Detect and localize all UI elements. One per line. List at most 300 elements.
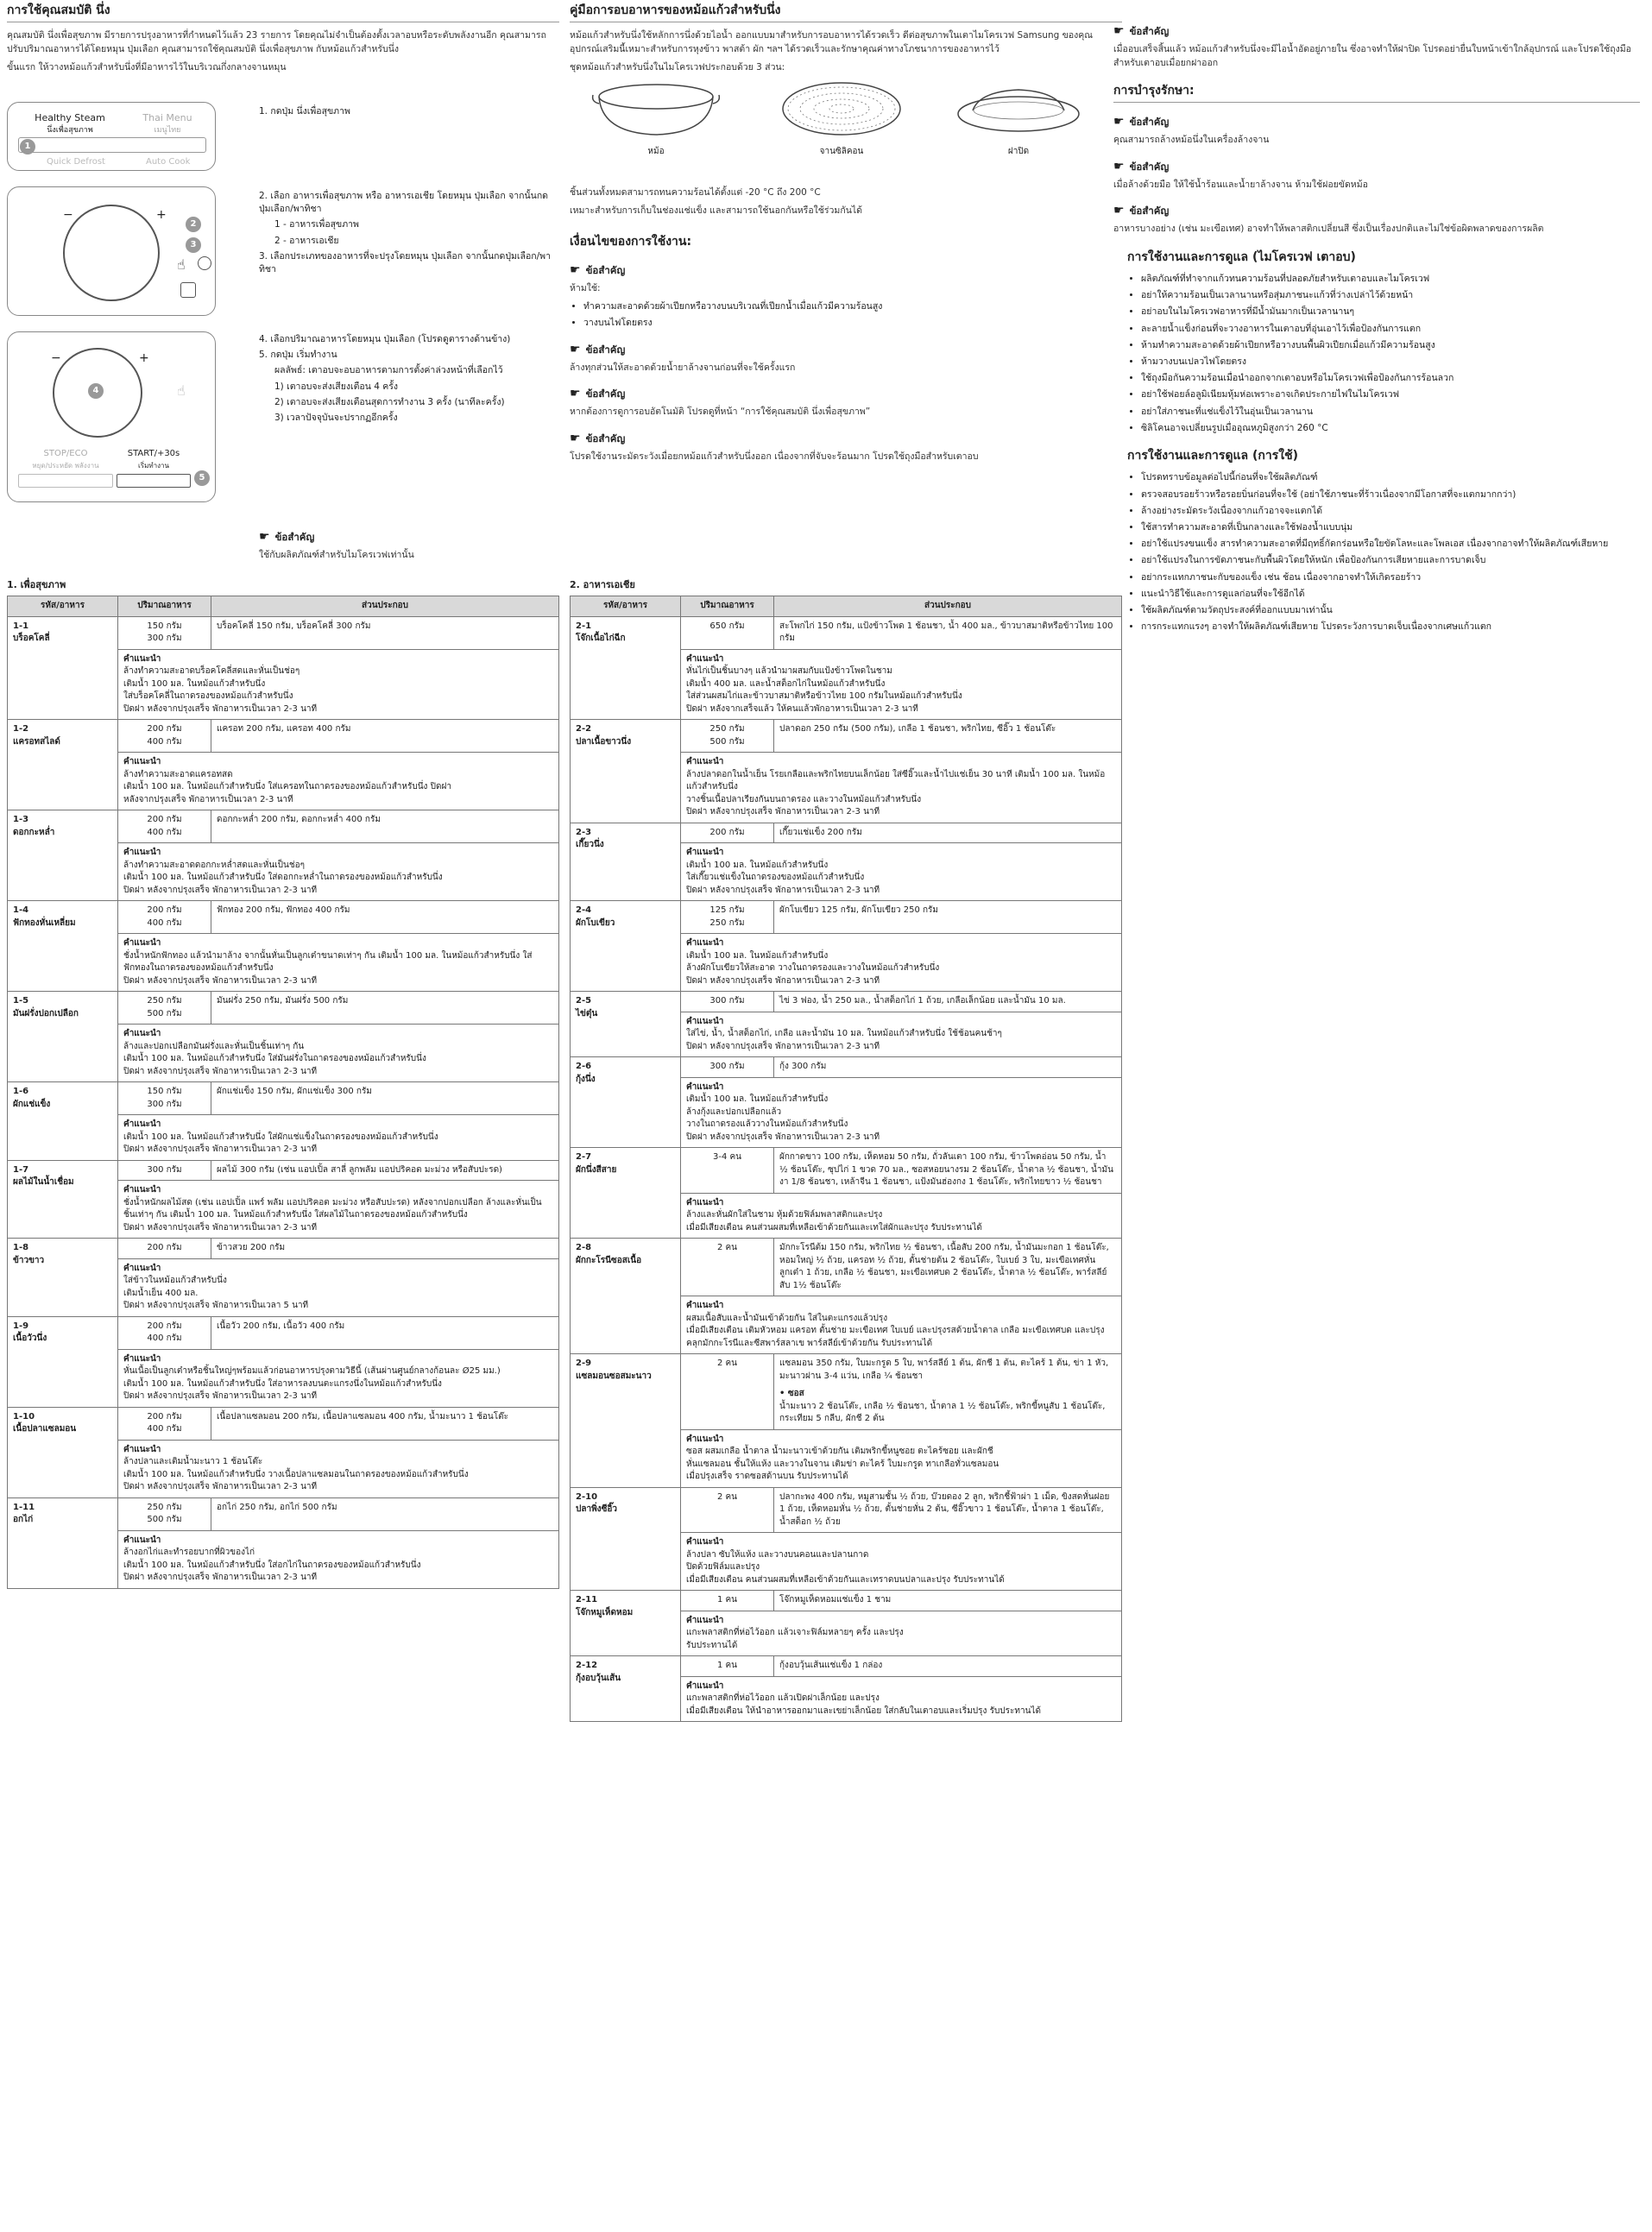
tip-heading: คำแนะนำ (123, 1353, 161, 1364)
guide-intro2: ชุดหม้อแก้วสำหรับนึ่งในไมโครเวฟประกอบด้วย 3 ส่วน: (570, 61, 785, 73)
tip-line: เมื่อมีเสียงเตือน คนส่วนผสมที่เหลือเข้าด้วยกันและเทราดบนปลาและปรุง รับประทานได้ (686, 1574, 1005, 1585)
list-item: • ห้ามวางบนเปลวไฟโดยตรง (1141, 356, 1640, 369)
quantity-cell (681, 1591, 774, 1611)
ingredients-text: มันฝรั่ง 250 กรัม, มันฝรั่ง 500 กรัม (217, 996, 349, 1006)
ingredients-cell (211, 1160, 559, 1181)
recipe-code: 2-8 (576, 1243, 592, 1252)
quantity-cell (681, 616, 774, 649)
ingredients-text: สะโพกไก่ 150 กรัม, แป้งข้าวโพด 1 ช้อนชา, น้ำ 400 มล., ข้าวบาสมาติหรือข้าวไทย 100 กรัม (779, 621, 1113, 643)
quantity-cell (118, 901, 211, 934)
tip-heading: คำแนะนำ (123, 1119, 161, 1129)
tip-cell (118, 1181, 559, 1239)
list-item: • อย่าใช้แปรงขนแข็ง สารทำความสะอาดที่มีฤทธิ์กัดกร่อนหรือใยขัดโลหะและโพลเอส เนื่องจากอาจทำให้ผลิตภัณฑ์เสียหาย (1141, 538, 1640, 551)
quantity-value: 500 กรัม (147, 1008, 182, 1018)
control-panel-dial (7, 186, 216, 316)
table-row (8, 1316, 559, 1349)
quantity-cell (681, 823, 774, 843)
tip-heading: คำแนะนำ (686, 1081, 724, 1092)
list-item: • อย่ากระแทกภาชนะกับของแข็ง เช่น ช้อน เนื่องจากอาจทำให้เกิดรอยร้าว (1141, 571, 1640, 584)
control-panel-buttons (7, 102, 216, 171)
ingredients-text: ปลาดอก 250 กรัม (500 กรัม), เกลือ 1 ช้อนชา, พริกไทย, ซีอิ๊ว 1 ช้อนโต๊ะ (779, 724, 1056, 734)
steamer-pot: หม้อ (587, 79, 725, 159)
tip-line: เมื่อมีเสียงเตือน เติมหัวหอม แครอท ตั้นช่าย มะเขือเทศ ใบเบย์ และปรุงรสด้วยน้ำตาล เกลือ มะเขือเทศบด และปรุง คลุกมักกะโรนีและซีสพาร์สลาเข พาร์สลีย์เข้าด้วยกัน รับประทานได้ (686, 1326, 1105, 1348)
quantity-value: 300 กรัม (147, 1164, 182, 1175)
recipe-code: 2-9 (576, 1359, 592, 1368)
recipe-code-cell (8, 901, 118, 992)
quantity-value: 200 กรัม (147, 1243, 182, 1252)
quantity-cell (118, 1082, 211, 1115)
ingredients-text: แซลมอน 350 กรัม, ใบมะกรูด 5 ใบ, พาร์สลีย์ 1 ต้น, ผักชี 1 ต้น, ตะไคร้ 1 ต้น, ข่า 1 หัว, มะนาวฝาน 3-4 แว่น, เกลือ ¼ ช้อนชา (779, 1359, 1109, 1381)
tip-heading: คำแนะนำ (686, 1301, 724, 1310)
note-steam-pressure: ☛ ข้อสำคัญ (1113, 24, 1170, 38)
tip-line: ปิดฝา หลังจากปรุงเสร็จ พักอาหารเป็นเวลา 2-3 นาที (123, 1144, 318, 1154)
tip-line: รับประทานได้ (686, 1640, 738, 1650)
list-item: • อย่าใส่ภาชนะที่แช่แข็งไว้ในอุ่นเป็นเวลานาน (1141, 406, 1640, 419)
quantity-cell (681, 1057, 774, 1078)
tip-line: เติมน้ำ 100 มล. ในหม้อแก้วสำหรับนึ่ง ใส่มันฝรั่งในถาดรองของหม้อแก้วสำหรับนึ่ง (123, 1054, 426, 1063)
list-item: • ล้างอย่างระมัดระวังเนื่องจากแก้วอาจจะแตกได้ (1141, 505, 1640, 518)
recipe-name: ปลาพิ่งซีอิ๊ว (576, 1504, 617, 1514)
list-item: • ห้ามทำความสะอาดด้วยผ้าเปียกหรือวางบนพื้นผิวเปียกเมื่อแก้วมีความร้อนสูง (1141, 339, 1640, 352)
quantity-value: 500 กรัม (147, 1515, 182, 1524)
table-row (571, 1656, 1122, 1677)
steam-intro: คุณสมบัติ นึ่งเพื่อสุขภาพ มีรายการปรุงอาหารที่กำหนดไว้แล้ว 23 รายการ โดยคุณไม่จำเป็นต้องตั้งเวลาอบหรือระดับพลังงานอีก คุณสามารถปรับปริมาณอาหารได้โดยหมุน ปุ่มเลือก คุณสามารถใช้คุณสมบัติ นึ่งเพื่อสุขภาพ กับหม้อแก้วสำหรับนึ่ง (7, 30, 546, 54)
recipe-code-cell (8, 616, 118, 720)
ingredients-cell (211, 616, 559, 649)
ingredients-text: เนื้อวัว 200 กรัม, เนื้อวัว 400 กรัม (217, 1321, 345, 1331)
tip-line: ล้างอกไก่และทำรอยบากที่ผิวของไก่ (123, 1548, 255, 1557)
tip-heading: คำแนะนำ (123, 1185, 161, 1195)
quantity-value: 200 กรัม (709, 827, 745, 837)
recipe-name: ผักโบเขียว (576, 917, 615, 928)
tip-heading: คำแนะนำ (123, 848, 161, 857)
list-item: • โปรดทราบข้อมูลต่อไปนี้ก่อนที่จะใช้ผลิตภัณฑ์ (1141, 471, 1640, 484)
tip-line: ล้างทำความสะอาดแครอทสด (123, 769, 233, 779)
table-row (571, 1239, 1122, 1296)
recipe-code: 2-6 (576, 1062, 592, 1071)
recipe-code-cell (8, 992, 118, 1082)
recipe-name: อกไก่ (13, 1515, 34, 1524)
table-row (571, 616, 1122, 649)
tip-cell (681, 1611, 1122, 1656)
tip-cell (681, 1676, 1122, 1722)
recipe-name: โจ๊กหมูเห็ดหอม (576, 1607, 634, 1617)
quick-defrost-button[interactable]: Quick Defrost (47, 157, 105, 167)
step-marker-1: 1 (20, 139, 35, 154)
tip-line: ปิดฝา หลังจากเสร็จแล้ว ให้คนแล้วพักอาหารเป็นเวลา 2-3 นาที (686, 703, 918, 714)
recipe-code-cell (571, 720, 681, 823)
tip-line: หั่นเนื้อเป็นลูกเต๋าหรือชิ้นใหญ่ๆพร้อมแล้วก่อนอาหารปรุงตามวิธีนี้ (เส้นผ่านศูนย์กลางก้อนละ Ø25 มม.) (123, 1366, 501, 1376)
ingredients-text: ปลากะพง 400 กรัม, หมูสามชั้น ½ ถ้วย, บ๊วยดอง 2 ลูก, พริกชี้ฟ้าผ่า 1 เม็ด, ขิงสดหั่นฝอย 1 ถ้วย, เห็ดหอมหั่น ½ ถ้วย, ตั้นช่ายหั่น 2 ต้น, ซีอิ๊วขาว 1 ช้อนโต๊ะ, น้ำตาล 1 ช้อนโต๊ะ, น้ำสต็อก ½ ถ้วย (779, 1491, 1110, 1527)
ingredients-text: เกี๊ยวแช่แข็ง 200 กรัม (779, 827, 862, 837)
quantity-cell (118, 1316, 211, 1349)
tip-line: เติมน้ำ 100 มล. ในหม้อแก้วสำหรับนึ่ง (686, 860, 829, 870)
table-row (571, 823, 1122, 843)
recipe-code-cell (8, 1316, 118, 1407)
recipe-code: 1-1 (13, 621, 29, 631)
tip-heading: คำแนะนำ (123, 938, 161, 948)
ingredients-text: ผักกาดขาว 100 กรัม, เห็ดหอม 50 กรัม, ถั่วลันเตา 100 กรัม, ข้าวโพดอ่อน 50 กรัม, น้ำ ½ ช้อนโต๊ะ, ซุปไก่ 1 ขวด 70 มล., ซอสหอยนางรม 2 ช้อนโต๊ะ, น้ำตาล ½ ช้อนชา, น้ำมันงา 1/8 ช้อนชา, เหล้าจีน 1 ช้อนชา, แป้งมันฮ่องกง 1 ช้อนโต๊ะ, พริกไทยขาว ½ ช้อนชา (779, 1152, 1113, 1187)
ingredients-text: ผลไม้ 300 กรัม (เช่น แอปเปิ้ล สาลี่ ลูกพลัม แอปปริคอต มะม่วง หรือสับปะรด) (217, 1164, 502, 1175)
recipe-code: 1-6 (13, 1087, 29, 1096)
tip-cell (681, 649, 1122, 720)
ingredients-cell (774, 823, 1122, 843)
recipe-code: 2-4 (576, 905, 592, 915)
ingredients-text: เนื้อปลาแซลมอน 200 กรัม, เนื้อปลาแซลมอน 400 กรัม, น้ำมะนาว 1 ช้อนโต๊ะ (217, 1411, 508, 1422)
tip-line: ล้างปลาและเติมน้ำมะนาว 1 ช้อนโต๊ะ (123, 1457, 263, 1466)
tip-line: หั่นไก่เป็นชิ้นบางๆ แล้วนำมาผสมกับแป้งข้าวโพดในชาม (686, 666, 892, 676)
tip-line: ใส่ส่วนผสมไก่และข้าวบาสมาติหรือข้าวไทย 100 กรัมในหม้อแก้วสำหรับนึ่ง (686, 691, 962, 701)
ingredients-text: โจ๊กหมูเห็ดหอมแช่แข็ง 1 ชาม (779, 1595, 892, 1605)
ingredients-text: กุ้งอบวุ้นเส้นแช่แข็ง 1 กล่อง (779, 1661, 883, 1670)
tip-line: ปิดฝา หลังจากปรุงเสร็จ พักอาหารเป็นเวลา 2-3 นาที (123, 1482, 318, 1491)
recipe-code-cell (571, 1487, 681, 1591)
recipe-code-cell (571, 1057, 681, 1148)
recipe-name: ผักแช่แข็ง (13, 1099, 51, 1109)
tip-line: เติมน้ำ 100 มล. ในหม้อแก้วสำหรับนึ่ง ใส่อกไก่ในถาดรองของหม้อแก้วสำหรับนึ่ง (123, 1560, 421, 1570)
recipe-code: 2-3 (576, 827, 592, 837)
tip-cell (118, 1349, 559, 1407)
tip-line: ปิดฝา หลังจากปรุงเสร็จ พักอาหารเป็นเวลา 2-3 นาที (686, 1041, 880, 1051)
tip-cell (681, 934, 1122, 992)
tip-cell (118, 1530, 559, 1588)
quantity-cell (118, 1239, 211, 1259)
tip-cell (681, 1429, 1122, 1487)
quantity-value: 150 กรัม (147, 1087, 182, 1096)
ingredients-text: แครอท 200 กรัม, แครอท 400 กรัม (217, 724, 351, 734)
list-item: • การกระแทกแรงๆ อาจทำให้ผลิตภัณฑ์เสียหาย โปรดระวังการบาดเจ็บเนื่องจากเศษแก้วแตก (1141, 621, 1640, 634)
recipe-code-cell (8, 1407, 118, 1497)
tip-cell (118, 1115, 559, 1161)
tip-line: ปิดฝา หลังจากปรุงเสร็จ พักอาหารเป็นเวลา 2-3 นาที (686, 1132, 880, 1142)
button-divider (18, 137, 206, 153)
tip-line: เมื่อปรุงเสร็จ ราดซอสด้านบน รับประทานได้ (686, 1472, 848, 1481)
quantity-value: 300 กรัม (147, 634, 182, 643)
tip-line: เติมน้ำ 100 มล. ในหม้อแก้วสำหรับนึ่ง ใส่ผักแช่แข็งในถาดรองของหม้อแก้วสำหรับนึ่ง (123, 1132, 438, 1142)
note-hand-icon: ☛ (1113, 159, 1125, 173)
tip-line: เติมน้ำเย็น 400 มล. (123, 1288, 199, 1298)
tip-cell (118, 843, 559, 901)
note-4: ☛ ข้อสำคัญ (570, 431, 626, 445)
table-title-healthy: 1. เพื่อสุขภาพ (7, 579, 66, 590)
recipe-code-cell (571, 1354, 681, 1488)
tip-line: ล้างผักโบเขียวให้สะอาด วางในถาดรองและวางในหม้อแก้วสำหรับนึ่ง (686, 963, 940, 973)
tip-line: ปิดฝา หลังจากปรุงเสร็จ พักอาหารเป็นเวลา 2-3 นาที (123, 885, 318, 895)
steps-2-3: 2. เลือก อาหารเพื่อสุขภาพ หรือ อาหารเอเชีย โดยหมุน ปุ่มเลือก จากนั้นกดปุ่มเลือก/พาทิชา 1 - อาหารเพื่อสุขภาพ 2 - อาหารเอเชีย 3. เลือกประเภทของอาหารที่จะปรุงโดยหมุน ปุ่มเลือก จากนั้นกดปุ่มเลือก/พาทิชา (259, 191, 551, 275)
healthy-steam-button[interactable]: Healthy Steam นึ่งเพื่อสุขภาพ (35, 112, 105, 135)
temp-note: ชิ้นส่วนทั้งหมดสามารถทนความร้อนได้ตั้งแต่ -20 °C ถึง 200 °C (570, 186, 821, 198)
quantity-value: 250 กรัม (709, 917, 745, 928)
recipe-code: 1-7 (13, 1164, 29, 1175)
recipe-code-cell (8, 720, 118, 810)
tip-line: ผสมเนื้อสับและน้ำมันเข้าด้วยกัน ใส่ในตะแกรงแล้วปรุง (686, 1313, 888, 1323)
sauce-text: น้ำมะนาว 2 ช้อนโต๊ะ, เกลือ ½ ช้อนชา, น้ำตาล 1 ½ ช้อนโต๊ะ, พริกขี้หนูสับ 1 ช้อนโต๊ะ, กระเทียม 5 กลีบ, ผักชี 2 ต้น (779, 1401, 1106, 1423)
quantity-value: 2 คน (716, 1359, 738, 1368)
quantity-value: 200 กรัม (147, 724, 182, 734)
tip-line: หลังจากปรุงเสร็จ พักอาหารเป็นเวลา 2-3 นาที (123, 794, 293, 804)
pot-icon (591, 79, 721, 142)
list-item: • ซิลิโคนอาจเปลี่ยนรูปเมื่ออุณหภูมิสูงกว่า 260 °C (1141, 422, 1640, 435)
recipe-code: 2-5 (576, 996, 592, 1006)
tip-heading: คำแนะนำ (686, 1680, 724, 1691)
quantity-cell (681, 1239, 774, 1296)
tip-heading: คำแนะนำ (123, 1263, 161, 1273)
recipe-name: เนื้อวัวนึ่ง (13, 1334, 47, 1343)
note-hand-icon: ☛ (570, 431, 581, 445)
ingredients-cell (211, 1239, 559, 1259)
quantity-cell (681, 1148, 774, 1194)
tip-line: เมื่อมีเสียงเตือน ให้นำอาหารออกมาและเขย่าเล็กน้อย ใส่กลับในเตาอบและเริ่มปรุง รับประทานได้ (686, 1706, 1041, 1716)
quantity-value: 250 กรัม (147, 1502, 182, 1512)
tip-cell (681, 1533, 1122, 1591)
stop-eco-button[interactable]: STOP/ECO หยุด/ประหยัด พลังงาน (18, 448, 113, 488)
ingredients-cell (211, 901, 559, 934)
tip-cell (118, 1258, 559, 1316)
tip-line: ปิดฝา หลังจากปรุงเสร็จ พักอาหารเป็นเวลา 2-3 นาที (123, 1222, 318, 1233)
tip-heading: คำแนะนำ (686, 938, 724, 948)
note-handwash: ☛ ข้อสำคัญ (1113, 159, 1170, 173)
quantity-cell (118, 1160, 211, 1181)
hand-press-icon: ☝ (177, 256, 186, 273)
ingredients-text: ไข่ 3 ฟอง, น้ำ 250 มล., น้ำสต็อกไก่ 1 ถ้วย, เกลือเล็กน้อย และน้ำมัน 10 มล. (779, 996, 1066, 1006)
quantity-cell (118, 616, 211, 649)
list-item: • ใช้สารทำความสะอาดที่เป็นกลางและใช้ฟองน้ำแบบนุ่ม (1141, 521, 1640, 534)
recipe-name: ไข่ตุ๋น (576, 1008, 598, 1018)
ingredients-text: กุ้ง 300 กรัม (779, 1062, 827, 1071)
tip-line: ใส่เกี๊ยวแช่แข็งในถาดรองของหม้อแก้วสำหรับนึ่ง (686, 873, 865, 882)
tip-cell (118, 649, 559, 720)
recipe-code-cell (8, 1082, 118, 1161)
tip-cell (681, 1077, 1122, 1148)
tip-line: ล้างและหั่นผักใส่ในชาม หุ้มด้วยฟิล์มพลาสติกและปรุง (686, 1210, 883, 1220)
auto-cook-button[interactable]: Auto Cook (146, 157, 191, 167)
quantity-value: 400 กรัม (147, 1334, 182, 1343)
plate-icon (777, 79, 906, 142)
steam-intro2: ขั้นแรก ให้วางหม้อแก้วสำหรับนึ่งที่มีอาหารไว้ในบริเวณกึ่งกลางจานหมุน (7, 61, 287, 73)
thai-menu-button[interactable]: Thai Menu เมนูไทย (142, 112, 192, 135)
table-row (571, 720, 1122, 753)
quantity-cell (681, 901, 774, 934)
ingredients-cell (211, 1082, 559, 1115)
quantity-value: 250 กรัม (709, 724, 745, 734)
list-item: • แนะนำวิธีใช้และการดูแลก่อนที่จะใช้อีกได้ (1141, 588, 1640, 601)
quantity-cell (118, 992, 211, 1025)
tip-heading: คำแนะนำ (123, 1029, 161, 1038)
tip-line: ปิดฝา หลังจากปรุงเสร็จ พักอาหารเป็นเวลา 5 นาที (123, 1301, 309, 1310)
minus-icon: − (63, 208, 73, 222)
sauce-heading: • ซอส (779, 1389, 804, 1398)
ingredients-cell (211, 1316, 559, 1349)
quantity-value: 2 คน (716, 1491, 738, 1502)
select-dial[interactable] (63, 205, 160, 301)
select-button[interactable] (180, 282, 196, 298)
list-item: • อย่าใช้แปรงในการขัดภาชนะกับพื้นผิวโดยให้หนัก เพื่อป้องกันการเสียหายและการบาดเจ็บ (1141, 554, 1640, 567)
ingredients-cell (211, 720, 559, 753)
recipe-code-cell (571, 616, 681, 720)
recipe-name: ผักนึ่งสีสาย (576, 1164, 617, 1175)
table-row (571, 1148, 1122, 1194)
tip-cell (118, 1440, 559, 1497)
note-microwave-only: ☛ ข้อสำคัญ ใช้กับผลิตภัณฑ์สำหรับไมโครเวฟเท่านั้น (259, 530, 414, 561)
tip-line: ใส่ไข่, น้ำ, น้ำสต็อกไก่, เกลือ และน้ำมัน 10 มล. ในหม้อแก้วสำหรับนึ่ง ใช้ช้อนคนช้าๆ (686, 1029, 1002, 1038)
tip-line: ล้างปลา ซับให้แห้ง และวางบนคอนและปลานกาด (686, 1549, 869, 1560)
tip-heading: คำแนะนำ (123, 1444, 161, 1454)
recipe-code-cell (571, 823, 681, 901)
step-marker-3: 3 (186, 237, 201, 253)
tip-heading: คำแนะนำ (686, 1615, 724, 1625)
tip-heading: คำแนะนำ (123, 653, 161, 664)
quantity-value: 400 กรัม (147, 1424, 182, 1434)
hand-press-icon-2: ☝ (177, 382, 186, 399)
tip-line: เติมน้ำ 100 มล. ในหม้อแก้วสำหรับนึ่ง (686, 950, 829, 961)
tip-line: ปิดฝา หลังจากปรุงเสร็จ พักอาหารเป็นเวลา 2-3 นาที (123, 1066, 318, 1076)
tip-line: เติมน้ำ 400 มล. และน้ำสต็อกไก่ในหม้อแก้วสำหรับนึ่ง (686, 678, 886, 689)
plus-icon: + (156, 208, 167, 222)
control-panel-start (7, 331, 216, 502)
ingredients-cell (774, 1148, 1122, 1194)
note-dishwasher: ☛ ข้อสำคัญ (1113, 115, 1170, 129)
ingredients-text: บร็อคโคลี่ 150 กรัม, บร็อคโคลี่ 300 กรัม (217, 621, 371, 631)
recipe-code: 1-4 (13, 905, 29, 915)
tip-heading: คำแนะนำ (123, 757, 161, 766)
quantity-cell (681, 992, 774, 1012)
table-row (8, 901, 559, 934)
recipe-code-cell (8, 1497, 118, 1588)
tip-line: วางชิ้นเนื้อปลาเรียงกันบนถาดรอง และวางในหม้อแก้วสำหรับนึ่ง (686, 794, 922, 804)
note-hand-icon: ☛ (570, 387, 581, 401)
quantity-cell (118, 1407, 211, 1440)
table-row (8, 1239, 559, 1259)
table-row (571, 1487, 1122, 1533)
tip-line: เมื่อมีเสียงเตือน คนส่วนผสมที่เหลือเข้าด้วยกันและเทใส่ผักและปรุง รับประทานได้ (686, 1222, 982, 1233)
recipe-name: ฟักทองหั่นเหลี่ยม (13, 917, 76, 928)
quantity-value: 200 กรัม (147, 1411, 182, 1422)
recipe-code: 2-10 (576, 1491, 598, 1502)
tip-heading: คำแนะนำ (686, 1434, 724, 1444)
recipe-code-cell (571, 1656, 681, 1722)
recipe-name: ปลาเนื้อขาวนึ่ง (576, 736, 632, 747)
quantity-cell (681, 1487, 774, 1533)
recipe-code-cell (571, 992, 681, 1057)
tip-line: ใส่บร็อคโคลี่ในถาดรองของหม้อแก้วสำหรับนึ่ง (123, 691, 293, 701)
tip-line: ปิดฝา หลังจากปรุงเสร็จ พักอาหารเป็นเวลา 2-3 นาที (686, 975, 880, 986)
lid-icon (954, 79, 1083, 142)
quantity-value: 300 กรัม (709, 996, 745, 1006)
recipe-code: 1-3 (13, 815, 29, 824)
ingredients-cell (774, 1487, 1122, 1533)
tip-line: ล้างทำความสะอาดดอกกะหล่ำสดและหั่นเป็นช่อๆ (123, 860, 305, 870)
note-hand-icon: ☛ (570, 342, 581, 356)
quantity-cell (681, 720, 774, 753)
quantity-cell (681, 1354, 774, 1430)
ingredients-text: ผักแช่แข็ง 150 กรัม, ผักแช่แข็ง 300 กรัม (217, 1087, 372, 1096)
recipe-code: 1-5 (13, 996, 29, 1006)
ingredients-text: มักกะโรนีต้ม 150 กรัม, พริกไทย ½ ช้อนชา, เนื้อสับ 200 กรัม, น้ำมันมะกอก 1 ช้อนโต๊ะ, หอมใหญ่ ½ ถ้วย, แครอท ½ ถ้วย, ตั้นช่ายต้น 2 ช้อนโต๊ะ, ใบเบย์ 3 ใบ, มะเขือเทศหั่นลูกเต๋า 1 ถ้วย, เกลือ ½ ช้อนชา, มะเขือเทศบด 2 ช้อนโต๊ะ, น้ำตาล ½ ช้อนโต๊ะ, พาร์สลีย์สับ 1½ ช้อนโต๊ะ (779, 1243, 1109, 1290)
tip-heading: คำแนะนำ (686, 848, 724, 857)
recipe-code-cell (8, 810, 118, 901)
tip-heading: คำแนะนำ (686, 653, 724, 664)
step-marker-5: 5 (194, 470, 210, 486)
recipe-name: โจ๊กเนื้อไก่ฉีก (576, 634, 626, 643)
tip-heading: คำแนะนำ (686, 757, 724, 766)
section-title-guide: คู่มือการอบอาหารของหม้อแก้วสำหรับนึ่ง (570, 2, 1122, 22)
quantity-value: 125 กรัม (709, 905, 745, 915)
ingredients-cell (774, 720, 1122, 753)
conditions-title: เงื่อนไขของการใช้งาน: (570, 235, 692, 249)
steamer-parts (570, 79, 1122, 174)
note-discolor: ☛ ข้อสำคัญ (1113, 204, 1170, 218)
note-2: ☛ ข้อสำคัญ (570, 342, 626, 356)
recipe-code-cell (571, 1148, 681, 1239)
steps-1: 1. กดปุ่ม นึ่งเพื่อสุขภาพ (259, 106, 350, 117)
tip-cell (681, 1296, 1122, 1354)
ingredients-cell (774, 992, 1122, 1012)
tip-cell (681, 753, 1122, 823)
recipe-code-cell (8, 1160, 118, 1239)
tip-line: ปิดฝา หลังจากปรุงเสร็จ พักอาหารเป็นเวลา 2-3 นาที (123, 703, 318, 714)
ingredients-cell (774, 901, 1122, 934)
care-use-list (1113, 471, 1640, 634)
tip-cell (118, 1025, 559, 1082)
quantity-value: 200 กรัม (147, 1321, 182, 1331)
quantity-value: 300 กรัม (147, 1099, 182, 1109)
table-title-asian: 2. อาหารเอเชีย (570, 579, 635, 590)
recipe-name: ดอกกะหล่ำ (13, 827, 55, 837)
table-asian (570, 596, 1122, 1722)
ingredients-text: อกไก่ 250 กรัม, อกไก่ 500 กรัม (217, 1502, 337, 1512)
quantity-value: 400 กรัม (147, 917, 182, 928)
recipe-code-cell (571, 901, 681, 992)
table-healthy-wrap (7, 596, 559, 1589)
recipe-code: 2-7 (576, 1152, 592, 1162)
table-row (571, 1591, 1122, 1611)
tip-line: ล้างปลาดอกในน้ำเย็น โรยเกลือและพริกไทยบนเล็กน้อย ใส่ซีอิ๊วและน้ำไปแช่เย็น 30 นาที เติมน้ำ 100 มล. ในหม้อแก้วสำหรับนึ่ง (686, 769, 1106, 791)
ingredients-cell (211, 992, 559, 1025)
quantity-cell (118, 720, 211, 753)
table-row (8, 720, 559, 753)
note-hand-icon: ☛ (1113, 24, 1125, 38)
recipe-code: 1-11 (13, 1502, 35, 1512)
tip-line: เติมน้ำ 100 มล. ในหม้อแก้วสำหรับนึ่ง ใส่ดอกกะหล่ำในถาดรองของหม้อแก้วสำหรับนึ่ง (123, 873, 443, 882)
tip-line: เติมน้ำ 100 มล. ในหม้อแก้วสำหรับนึ่ง ใส่แครอทในถาดรองของหม้อแก้วสำหรับนึ่ง ปิดฝา (123, 782, 451, 791)
tip-line: เติมน้ำ 100 มล. ในหม้อแก้วสำหรับนึ่ง (686, 1094, 829, 1104)
recipe-name: เกี๊ยวนึ่ง (576, 840, 604, 849)
col-header-qty: ปริมาณอาหาร (118, 596, 211, 617)
tip-line: วางในถาดรองแล้ววางในหม้อแก้วสำหรับนึ่ง (686, 1119, 848, 1129)
maintenance-title: การบำรุงรักษา: (1113, 82, 1640, 103)
recipe-name: กุ้งนึ่ง (576, 1074, 596, 1084)
note-1: ☛ ข้อสำคัญ (570, 262, 626, 277)
steps-4-5: 4. เลือกปริมาณอาหารโดยหมุน ปุ่มเลือก (โปรดดูตารางด้านข้าง) 5. กดปุ่ม เริ่มทำงาน ผลลัพธ์: เตาอบจะอบอาหารตามการตั้งค่าล่วงหน้าที่เลือกไว้ 1) เตาอบจะส่งเสียงเตือน 4 ครั้ง 2) เตาอบจะส่งเสียงเตือนสุดการทำงาน 3 ครั้ง (นาทีละครั้ง) 3) เวลาปัจจุบันจะปรากฏอีกครั้ง (259, 334, 511, 424)
note-hand-icon: ☛ (570, 262, 581, 277)
recipe-code: 1-10 (13, 1411, 35, 1422)
start-button[interactable]: START/+30s เริ่มทำงาน (117, 448, 191, 488)
tip-line: ปิดฝา หลังจากปรุงเสร็จ พักอาหารเป็นเวลา 2-3 นาที (686, 885, 880, 895)
quantity-value: 2 คน (716, 1243, 738, 1252)
clock-icon (198, 256, 211, 270)
recipe-code: 2-2 (576, 724, 592, 734)
tip-line: ปิดฝา หลังจากปรุงเสร็จ พักอาหารเป็นเวลา 2-3 นาที (123, 1391, 318, 1401)
ingredients-cell (211, 1407, 559, 1440)
tip-cell (681, 1193, 1122, 1239)
care-oven-title: การใช้งานและการดูแล (ไมโครเวฟ เตาอบ) (1127, 249, 1356, 264)
care-oven-list (1113, 273, 1640, 435)
quantity-value: 150 กรัม (147, 621, 182, 631)
tip-line: ล้างทำความสะอาดบร็อคโคลี่สดและหั่นเป็นช่อๆ (123, 666, 300, 676)
quantity-value: 1 คน (716, 1661, 738, 1670)
table-healthy (7, 596, 559, 1589)
temp-note2: เหมาะสำหรับการเก็บในช่องแช่แข็ง และสามารถใช้นอกกันหรือใช้ร่วมกันได้ (570, 205, 862, 217)
